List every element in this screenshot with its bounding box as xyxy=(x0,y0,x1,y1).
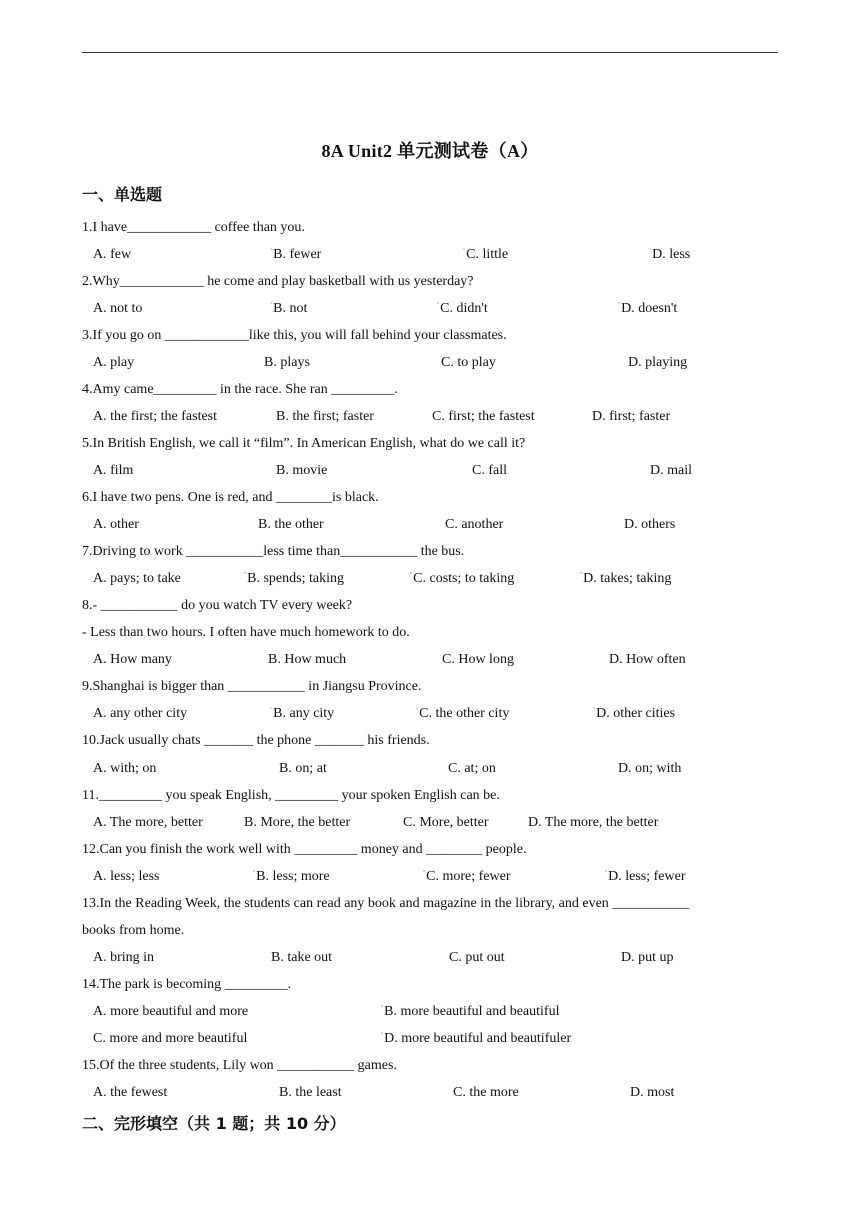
question-9-stem: 9.Shanghai is bigger than ___________ in Jiangsu Province. xyxy=(82,679,422,694)
question-13-stem-line-2: books from home. xyxy=(82,923,185,938)
section-heading-cloze: 二、完形填空（共 1 题；共 10 分） xyxy=(82,1114,346,1133)
question-13-option-a[interactable]: A. bring in xyxy=(93,950,155,965)
marker-icon: ▫ xyxy=(381,1004,384,1010)
question-2-stem: 2.Why____________ he come and play basketball with us yesterday? xyxy=(82,274,474,289)
question-5-option-a[interactable]: A. film xyxy=(93,463,134,478)
question-3-option-c[interactable]: C. to play xyxy=(441,355,496,370)
question-1-option-c[interactable]: ▫C. little xyxy=(463,247,509,262)
question-7-stem: 7.Driving to work ___________less time than___________ the bus. xyxy=(82,544,465,559)
question-5-stem: 5.In British English, we call it “film”. In American English, what do we call it? xyxy=(82,436,526,451)
question-6-stem: 6.I have two pens. One is red, and ________is black. xyxy=(82,490,379,505)
marker-icon: ▫ xyxy=(649,247,652,253)
question-11-option-b[interactable]: B. More, the better xyxy=(244,815,351,830)
question-4-stem: 4.Amy came_________ in the race. She ran _________. xyxy=(82,382,398,397)
question-3-stem: 3.If you go on ____________like this, you will fall behind your classmates. xyxy=(82,328,507,343)
question-13-option-d[interactable]: D. put up xyxy=(621,950,674,965)
question-7-option-b[interactable]: ▫B. spends; taking xyxy=(244,571,344,586)
question-3-option-a[interactable]: A. play xyxy=(93,355,135,370)
question-8-stem-line-2: - Less than two hours. I often have much homework to do. xyxy=(82,625,410,640)
question-15-option-a[interactable]: A. the fewest xyxy=(93,1085,168,1100)
page-title: 8A Unit2 单元测试卷（A） xyxy=(321,141,539,161)
question-10-stem: 10.Jack usually chats _______ the phone _______ his friends. xyxy=(82,733,430,748)
question-9-option-a[interactable]: A. any other city xyxy=(93,706,188,721)
question-13-option-c[interactable]: C. put out xyxy=(449,950,505,965)
question-11-option-a[interactable]: A. The more, better xyxy=(93,815,203,830)
question-8-stem: 8.- ___________ do you watch TV every week? xyxy=(82,598,353,613)
question-2-option-a[interactable]: A. not to xyxy=(93,301,143,316)
question-9-option-d[interactable]: ▫D. other cities xyxy=(593,706,676,721)
marker-icon: ▫ xyxy=(463,247,466,253)
question-10-option-a[interactable]: A. with; on xyxy=(93,761,157,776)
question-14-stem: 14.The park is becoming _________. xyxy=(82,977,292,992)
question-14-option-c[interactable]: C. more and more beautiful xyxy=(93,1031,248,1046)
question-10-option-c[interactable]: C. at; on xyxy=(448,761,496,776)
marker-icon: ▫ xyxy=(618,301,621,307)
question-7-option-c[interactable]: ▫C. costs; to taking xyxy=(410,571,515,586)
marker-icon: ▫ xyxy=(410,571,413,577)
question-12-option-b[interactable]: ▫B. less; more xyxy=(253,869,330,884)
question-2-option-c[interactable]: ▫C. didn't xyxy=(437,301,488,316)
question-8-option-b[interactable]: B. How much xyxy=(268,652,347,667)
question-1-option-a[interactable]: A. few xyxy=(93,247,132,262)
question-6-option-d[interactable]: D. others xyxy=(624,517,676,532)
question-12-option-a[interactable]: A. less; less xyxy=(93,869,160,884)
question-8-option-a[interactable]: A. How many xyxy=(93,652,172,667)
question-14-option-a[interactable]: A. more beautiful and more xyxy=(93,1004,249,1019)
marker-icon: ▫ xyxy=(416,706,419,712)
header-rule xyxy=(82,52,778,53)
question-15-option-d[interactable]: D. most xyxy=(630,1085,675,1100)
question-5-option-c[interactable]: C. fall xyxy=(472,463,507,478)
marker-icon: ▫ xyxy=(270,247,273,253)
marker-icon: ▫ xyxy=(253,869,256,875)
question-2-option-b[interactable]: ▫B. not xyxy=(270,301,308,316)
marker-icon: ▫ xyxy=(605,869,608,875)
question-11-option-d[interactable]: D. The more, the better xyxy=(528,815,659,830)
marker-icon: ▫ xyxy=(593,706,596,712)
marker-icon: ▫ xyxy=(437,301,440,307)
marker-icon: ▫ xyxy=(270,706,273,712)
question-11-stem: 11._________ you speak English, _________ your spoken English can be. xyxy=(82,788,500,803)
marker-icon: ▫ xyxy=(381,1031,384,1037)
question-6-option-a[interactable]: A. other xyxy=(93,517,139,532)
question-4-option-c[interactable]: C. first; the fastest xyxy=(432,409,535,424)
question-15-option-b[interactable]: B. the least xyxy=(279,1085,342,1100)
question-4-option-d[interactable]: D. first; faster xyxy=(592,409,671,424)
question-6-option-c[interactable]: C. another xyxy=(445,517,504,532)
question-9-option-c[interactable]: ▫C. the other city xyxy=(416,706,510,721)
section-heading-single-choice: 一、单选题 xyxy=(82,185,163,204)
question-10-option-b[interactable]: B. on; at xyxy=(279,761,327,776)
question-14-option-b[interactable]: ▫B. more beautiful and beautiful xyxy=(381,1004,560,1019)
question-8-option-d[interactable]: D. How often xyxy=(609,652,686,667)
question-7-option-a[interactable]: A. pays; to take xyxy=(93,571,181,586)
question-4-option-a[interactable]: A. the first; the fastest xyxy=(93,409,218,424)
question-13-option-b[interactable]: B. take out xyxy=(271,950,333,965)
question-12-stem: 12.Can you finish the work well with _________ money and ________ people. xyxy=(82,842,527,857)
question-1-option-b[interactable]: ▫B. fewer xyxy=(270,247,322,262)
question-9-option-b[interactable]: ▫B. any city xyxy=(270,706,335,721)
marker-icon: ▫ xyxy=(270,301,273,307)
question-11-option-c[interactable]: C. More, better xyxy=(403,815,489,830)
marker-icon: ▫ xyxy=(244,571,247,577)
question-3-option-d[interactable]: D. playing xyxy=(628,355,688,370)
question-12-option-c[interactable]: ▫C. more; fewer xyxy=(423,869,511,884)
marker-icon: ▫ xyxy=(423,869,426,875)
marker-icon: ▫ xyxy=(580,571,583,577)
question-7-option-d[interactable]: ▫D. takes; taking xyxy=(580,571,672,586)
question-12-option-d[interactable]: ▫D. less; fewer xyxy=(605,869,686,884)
question-14-option-d[interactable]: ▫D. more beautiful and beautifuler xyxy=(381,1031,572,1046)
question-4-option-b[interactable]: B. the first; faster xyxy=(276,409,374,424)
question-3-option-b[interactable]: B. plays xyxy=(264,355,310,370)
question-10-option-d[interactable]: D. on; with xyxy=(618,761,682,776)
question-8-option-c[interactable]: C. How long xyxy=(442,652,514,667)
question-2-option-d[interactable]: ▫D. doesn't xyxy=(618,301,678,316)
question-5-option-b[interactable]: B. movie xyxy=(276,463,328,478)
question-1-option-d[interactable]: ▫D. less xyxy=(649,247,691,262)
question-6-option-b[interactable]: B. the other xyxy=(258,517,324,532)
question-15-stem: 15.Of the three students, Lily won ___________ games. xyxy=(82,1058,397,1073)
question-15-option-c[interactable]: C. the more xyxy=(453,1085,519,1100)
question-1-stem: 1.I have____________ coffee than you. xyxy=(82,220,305,235)
question-5-option-d[interactable]: D. mail xyxy=(650,463,692,478)
question-13-stem: 13.In the Reading Week, the students can read any book and magazine in the library, and even ___________ xyxy=(82,896,690,911)
